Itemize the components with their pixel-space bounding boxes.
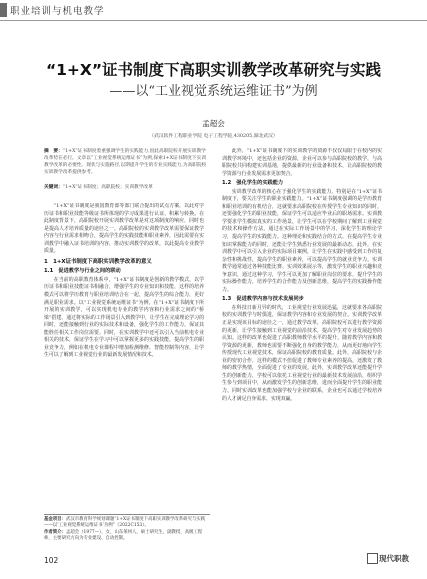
paragraph-1-2: 实训教学改革的核心在于强化学生的实践能力，特别是在“1+X”证书制度下，要关注学生的职业实践能力。“1+X”证书制度强调的是学历教育和职业培训的有机结合，这就要求高职院校在传授学生专业知识的同时，还要强化学生的职业技能，保证学生可以适应毕业后的职场需求。实训教学要求学生模拟真实的工作场景，让学生可以在学校期间了解到工业视觉的技术和操作方法，通过在实际工作场景中的学习，深化学生的理论学习，提高学生的实践能力。这种理论和实践结合的方式，在提高学生专业知识掌握能力的同时，还能让学生熟悉行业发展的最新动态，此外，在实训教学中可以引入企业的实际项目案例，让学生在实践中感受到工作的复杂性和挑战性，提高学生的职业素养，可以提高学生的就业竞争力。实训教学通常通过各种技能比赛、实训效果展示等，激发学生的职业兴趣和竞争意识，通过这种学习，学生可以更加了解职业岗位的要求，提升学生的实际操作能力，培养学生的合作能力及创新思维，提高学生的实践操作能力。 <box>222 188 382 293</box>
journal-logo <box>367 552 409 565</box>
abstract <box>44 148 208 176</box>
author-affiliation: （武汉软件工程职业学院 电子工程学院,430205,湖北武汉） <box>149 134 278 139</box>
footnote <box>44 514 210 543</box>
paragraph-continued: 此外，“1+X”证书制度下的实训教学的资源不仅仅局限于在校内的实训教学环境中，还包括企业的资源，企业可以参与高职院校的教学，与高职院校共同构建实训基地，提供最新的行业设备和技术，让高职院校的教学资源与行业发展需求更加契合。 <box>222 148 382 177</box>
article-title: “1+X”证书制度下高职实训教学改革研究与实践 <box>45 61 382 79</box>
article-subtitle: ——以“工业视觉系统运维证书”为例 <box>109 84 318 99</box>
fund-text: 武汉市教育科学规划课题“1+X证书制度下高职实训教学改革研究与实践——以‘工业视觉系统运维证书’为例”（2022C153）。 <box>44 517 206 529</box>
page-number: 102 <box>44 556 59 565</box>
author-note <box>44 530 210 543</box>
right-column <box>222 148 382 540</box>
fund-note <box>44 517 210 530</box>
subsection-heading-1-1: 1.1 促进教学与行业之间的联动 <box>44 268 121 275</box>
section-title: 职业培训与机电教学 <box>10 6 105 17</box>
subsection-heading-1-3: 1.3 促进教学内容与技术发展同步 <box>222 296 304 303</box>
header-bar-marker <box>0 3 7 17</box>
intro-paragraph: “1+X”证书制度是我国教育部等部门联合提出的试点方案，以此对学历证书和职业技能等级证书所体现的学习成果进行认证、积累与转换。在此制度背景下，高职院校开展实训教学改革是对这项制度的响应，同时也是提高人才培养质量的途径之一。高职院校的实训教学改革需要保证教学内容与行业需求相吻合，提高学生的实践技能和职业素养，因此需要在实训教学中融入证书培训的内容，推动实训教学的改革，以此提高专业教学质量。 <box>44 203 204 255</box>
running-header <box>0 0 427 21</box>
keywords-text: “1+X”证书制度；高职院校；实训教学改革 <box>62 185 153 190</box>
left-column <box>44 203 204 509</box>
keywords-label: 关键词： <box>44 185 63 190</box>
logo-text: 现代职教 <box>379 554 409 563</box>
logo-mark-icon <box>367 553 378 564</box>
fund-label: 基金项目： <box>44 517 66 522</box>
paragraph-1-1: 在当前的高职教育体系中，“1+X”证书制度是创新的教学模式，以学历证书和职业技能证书相融合，增强学生的专业知识和技能，这样的培养模式可以将学历教育与职业培训结合在一起，提高学生的综合能力，更好满足职业需求。以“工业视觉系统运维证书”为例，在“1+X”证书制度下所开展的实训教学，可以实现机电专业的教学内容和行业需求之间的“桥梁”搭建，通过将实际的工作场景引入到教学中，让学生在完成理论学习的同时，还能接触到行业的实际技术和设备，强化学生的工作能力，保证其能胜任相关工作岗位需要。同时，在实训教学中还可以引入当前机电专业相关的技术，保证学生在学习中可以掌握更多的实践技能，提高学生的职业竞争力，例如在机电专业课程中增加检测维修、智能控制等内容，让学生可以了解到工业视觉行业的最新发展情况和技术。 <box>44 276 204 359</box>
author-bio-label: 作者简介： <box>44 529 66 535</box>
abstract-label: 摘 要： <box>44 149 63 154</box>
section-heading-1: 1 1+X证书制度下高职实训教学改革的意义 <box>44 258 152 265</box>
author-name: 孟超会 <box>202 119 225 128</box>
subsection-heading-1-2: 1.2 强化学生的实践能力 <box>222 180 284 187</box>
abstract-text: “1+X”证书制度着重强调学生的实践能力,因此高职院校开展实训教学改革势在必行。文章以“工业视觉系统运维证书”为例,探索1+X证书制度下实训教学改革的必要性、现状与实施路径,以期提升学生的专业实践能力,为高职院校实训教学改革提供参考。 <box>44 149 207 176</box>
keywords <box>44 184 208 191</box>
author-bio-text: 孟超会（1977—），女，山东莱州人，硕士研究生，副教授，高级工程师，主要研究方向为专业建设、自动控制。 <box>44 529 203 542</box>
paragraph-1-3: 在科技日新月异的时代，工业视觉行业发展迅猛，这就要求各高职院校的实训教学与时俱进，保证教学内容和专业发展的契合。实训教学改革正是实现该目标的途径之一，通过教学改革，高职院校可以进行教学资源的更新，让学生接触到工业视觉的前沿技术，提高学生对专业发展趋势的认知。这样的改革也促进了高职教师教学水平的提升。随着教学内容和教学资源的更新，教师也需要不断强化自身的教学能力，从而更好地向学生传授现代工业视觉技术，保证高职院校的教育质量。此外，高职院校与企业的密切合作，这样的模式不但促进了教师专业素养的提高，还激发了教师的教学热情，全面促进了专业的发展。此外，实训教学改革还能提升学生的创新能力，学校可以依托工业视觉行业的最新技术发展前沿，组织学生参与到项目中，从而激发学生的创新思维，进而全面提升学生的职业能力。同时实训改革也能加强学校与企业的联系，企业也可以通过学校培养的人才满足自身需求，实现双赢。 <box>222 304 382 402</box>
